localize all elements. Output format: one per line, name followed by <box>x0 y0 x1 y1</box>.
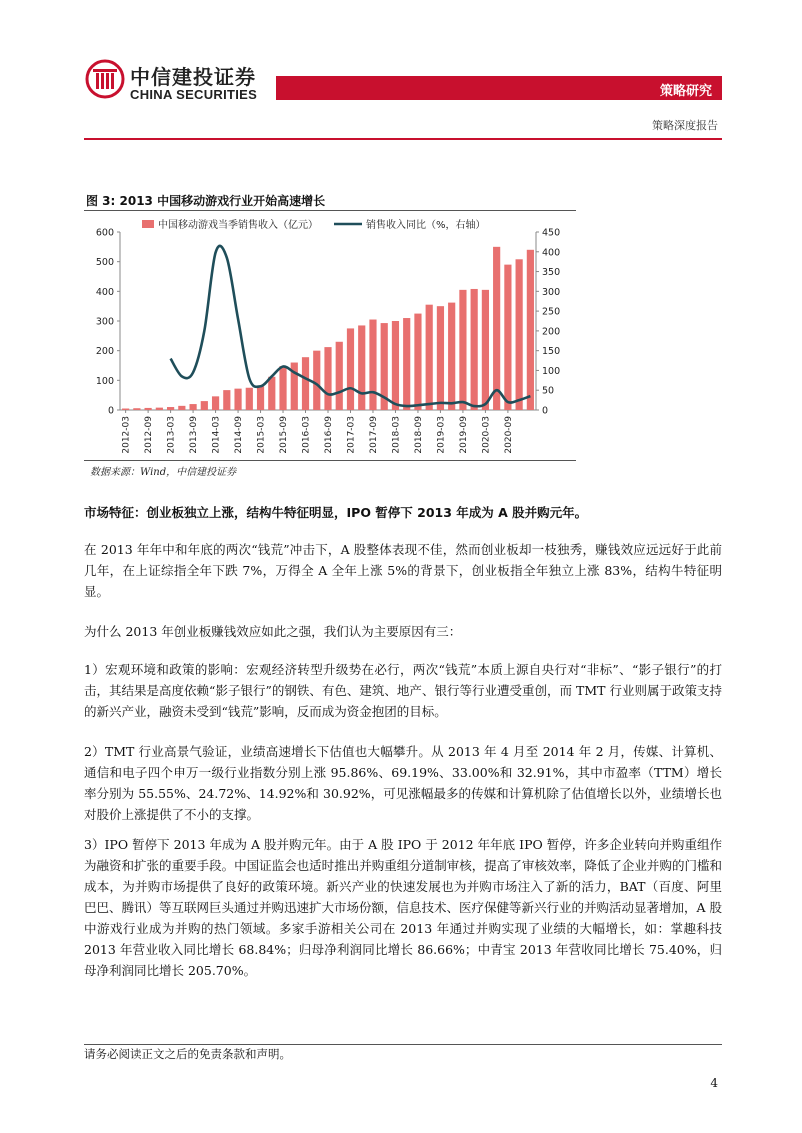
legend-bar-label: 中国移动游戏当季销售收入（亿元） <box>158 220 318 231</box>
right-tick-label: 250 <box>542 306 561 318</box>
bar-revenue <box>212 396 219 410</box>
bar-revenue <box>527 250 534 410</box>
bar-revenue <box>246 388 253 410</box>
section-banner <box>276 76 722 100</box>
right-tick-label: 400 <box>542 247 561 259</box>
left-tick-label: 100 <box>95 375 114 387</box>
section-label: 策略研究 <box>659 84 712 99</box>
x-tick-label: 2020-09 <box>503 416 514 454</box>
report-type: 策略深度报告 <box>652 119 718 132</box>
x-tick-label: 2013-03 <box>166 416 177 454</box>
bar-revenue <box>358 325 365 410</box>
logo-emblem-icon <box>84 58 126 100</box>
bar-revenue <box>336 342 343 410</box>
figure-bottom-rule <box>84 460 576 461</box>
bar-revenue <box>414 314 421 410</box>
bar-revenue <box>482 290 489 410</box>
left-tick-label: 500 <box>95 257 114 269</box>
page-number: 4 <box>710 1076 718 1090</box>
bar-revenue <box>448 303 455 410</box>
legend-bar-swatch <box>142 220 154 228</box>
bar-revenue <box>516 259 523 410</box>
footer-divider <box>84 1044 722 1045</box>
company-logo <box>84 58 264 104</box>
x-tick-label: 2012-09 <box>144 416 155 454</box>
bar-revenue <box>437 306 444 410</box>
right-tick-label: 200 <box>542 326 561 338</box>
x-tick-label: 2017-09 <box>368 416 379 454</box>
x-tick-label: 2016-03 <box>301 416 312 454</box>
bar-revenue <box>324 347 331 410</box>
bar-revenue <box>189 404 196 410</box>
paragraph-2: 为什么 2013 年创业板赚钱效应如此之强，我们认为主要原因有三： <box>84 624 462 639</box>
x-tick-label: 2019-09 <box>458 416 469 454</box>
header-divider <box>84 138 722 140</box>
bar-revenue <box>201 401 208 410</box>
bar-revenue <box>279 366 286 410</box>
x-tick-label: 2013-09 <box>189 416 200 454</box>
bar-revenue <box>471 289 478 410</box>
disclaimer: 请务必阅读正文之后的免责条款和声明。 <box>84 1047 291 1061</box>
bar-revenue <box>504 265 511 410</box>
left-tick-label: 400 <box>95 286 114 298</box>
bar-revenue <box>223 390 230 410</box>
x-tick-label: 2012-03 <box>121 416 132 454</box>
bar-revenue <box>369 320 376 410</box>
bar-revenue <box>167 407 174 410</box>
right-tick-label: 450 <box>542 227 561 239</box>
x-tick-label: 2019-03 <box>436 416 447 454</box>
left-tick-label: 600 <box>95 227 114 239</box>
legend-line-label: 销售收入同比（%，右轴） <box>366 220 486 231</box>
paragraph-5: 3）IPO 暂停下 2013 年成为 A 股并购元年。由于 A 股 IPO 于 2012 年年底 IPO 暂停，许多企业转向并购重组作为融资和扩张的重要手段。中国证监会也适时推出并购重组分道制审核，提高了审核效率，降低了企业并购的门槛和成本，为并购市场提供了良好的政策环境。新兴产业的快速发展也为并购市场注入了新的活力，BAT（百度、阿里巴巴、腾讯）等互联网巨头通过并购迅速扩大市场份额，信息技术、医疗保健等新兴行业的并购活动显著增加，A 股中游戏行业成为并购的热门领域。多家手游相关公司在 2013 年通过并购实现了业绩的大幅增长，如：掌趣科技 2013 年营业收入同比增长 68.84%；归母净利润同比增长 86.66%；中青宝 2013 年营收同比增长 75.40%，归母净利润同比增长 205.70%。 <box>84 837 723 978</box>
x-tick-label: 2016-09 <box>324 416 334 454</box>
bar-revenue <box>178 406 185 410</box>
figure-top-rule <box>84 210 576 211</box>
x-tick-label: 2014-03 <box>211 416 222 454</box>
right-tick-label: 300 <box>542 286 561 298</box>
left-tick-label: 0 <box>107 405 114 417</box>
paragraph-3: 1）宏观环境和政策的影响：宏观经济转型升级势在必行，两次“钱荒”本质上源自央行对“非标”、“影子银行”的打击，其结果是高度依赖“影子银行”的钢铁、有色、建筑、地产、银行等行业遭受重创，而 TMT 行业则属于政策支持的新兴产业，融资未受到“钱荒”影响，反而成为资金抱团的目标。 <box>84 662 722 719</box>
bar-revenue <box>426 305 433 410</box>
bar-revenue <box>302 357 309 410</box>
x-tick-label: 2018-03 <box>391 416 402 454</box>
revenue-chart <box>84 214 576 460</box>
bar-revenue <box>313 351 320 410</box>
bar-revenue <box>403 318 410 410</box>
figure-source: 数据来源：Wind，中信建投证券 <box>90 467 237 478</box>
x-tick-label: 2018-09 <box>413 416 424 454</box>
left-tick-label: 200 <box>95 346 114 358</box>
paragraph-4: 2）TMT 行业高景气验证，业绩高速增长下估值也大幅攀升。从 2013 年 4 月至 2014 年 2 月，传媒、计算机、通信和电子四个申万一级行业指数分别上涨 95.86%、69.19%、33.00%和 32.91%，其中市盈率（TTM）增长率分别为 55.55%、24.72%、14.92%和 30.92%，可见涨幅最多的传媒和计算机除了估值增长以外，业绩增长也对股价上涨提供了不小的支撑。 <box>84 744 722 822</box>
logo-english-name: CHINA SECURITIES <box>130 87 258 102</box>
bar-revenue <box>133 408 140 410</box>
bar-revenue <box>347 328 354 410</box>
bar-revenue <box>122 409 129 410</box>
right-tick-label: 350 <box>542 267 561 279</box>
left-tick-label: 300 <box>95 316 114 328</box>
bar-revenue <box>145 408 152 410</box>
right-tick-label: 50 <box>542 385 555 397</box>
paragraph-1: 在 2013 年年中和年底的两次“钱荒”冲击下，A 股整体表现不佳，然而创业板却一枝独秀，赚钱效应远远好于此前几年，在上证综指全年下跌 7%，万得全 A 全年上涨 5%的背景下，创业板指全年独立上涨 83%，结构牛特征明显。 <box>84 542 722 599</box>
section-heading: 市场特征：创业板独立上涨，结构牛特征明显，IPO 暂停下 2013 年成为 A 股并购元年。 <box>84 505 588 520</box>
logo-chinese-name: 中信建投证券 <box>130 65 256 89</box>
bar-revenue <box>459 290 466 410</box>
x-tick-label: 2020-03 <box>481 416 492 454</box>
bar-revenue <box>268 377 275 410</box>
right-tick-label: 150 <box>542 346 561 358</box>
x-tick-label: 2014-09 <box>234 416 245 454</box>
x-tick-label: 2017-03 <box>346 416 357 454</box>
bar-revenue <box>392 321 399 410</box>
right-tick-label: 0 <box>542 405 549 417</box>
bar-revenue <box>257 386 264 410</box>
right-tick-label: 100 <box>542 365 561 377</box>
bar-revenue <box>234 389 241 410</box>
bar-revenue <box>156 408 163 410</box>
x-tick-label: 2015-03 <box>256 416 267 454</box>
figure-title: 图 3: 2013 中国移动游戏行业开始高速增长 <box>86 194 326 208</box>
x-tick-label: 2015-09 <box>279 416 290 454</box>
bar-revenue <box>493 247 500 410</box>
